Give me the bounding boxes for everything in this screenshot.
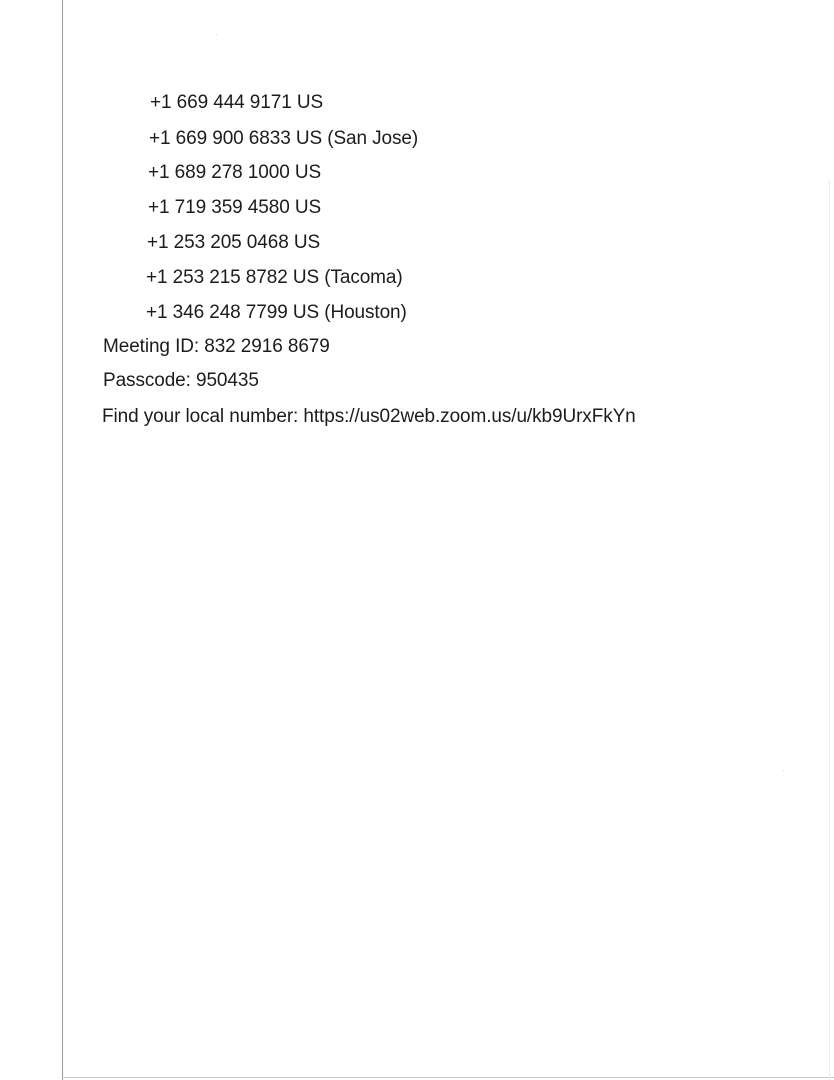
dial-in-number: +1 346 248 7799 US (Houston) [146,302,407,323]
scan-speck [216,34,217,35]
dial-in-number: +1 689 278 1000 US [148,162,322,183]
scan-speck [783,770,784,771]
page-bottom-edge [62,1077,834,1078]
dial-in-number: +1 719 359 4580 US [148,197,322,218]
page-right-edge [829,180,830,1080]
find-local-number: Find your local number: https://us02web.zoom.us/u/kb9UrxFkYn [102,406,636,427]
dial-in-number: +1 669 900 6833 US (San Jose) [149,128,419,149]
passcode: Passcode: 950435 [103,370,259,391]
page-left-edge [62,0,63,1080]
dial-in-number: +1 253 205 0468 US [147,232,321,253]
dial-in-number: +1 253 215 8782 US (Tacoma) [146,267,403,288]
meeting-id: Meeting ID: 832 2916 8679 [103,336,330,357]
dial-in-number: +1 669 444 9171 US [150,92,324,113]
